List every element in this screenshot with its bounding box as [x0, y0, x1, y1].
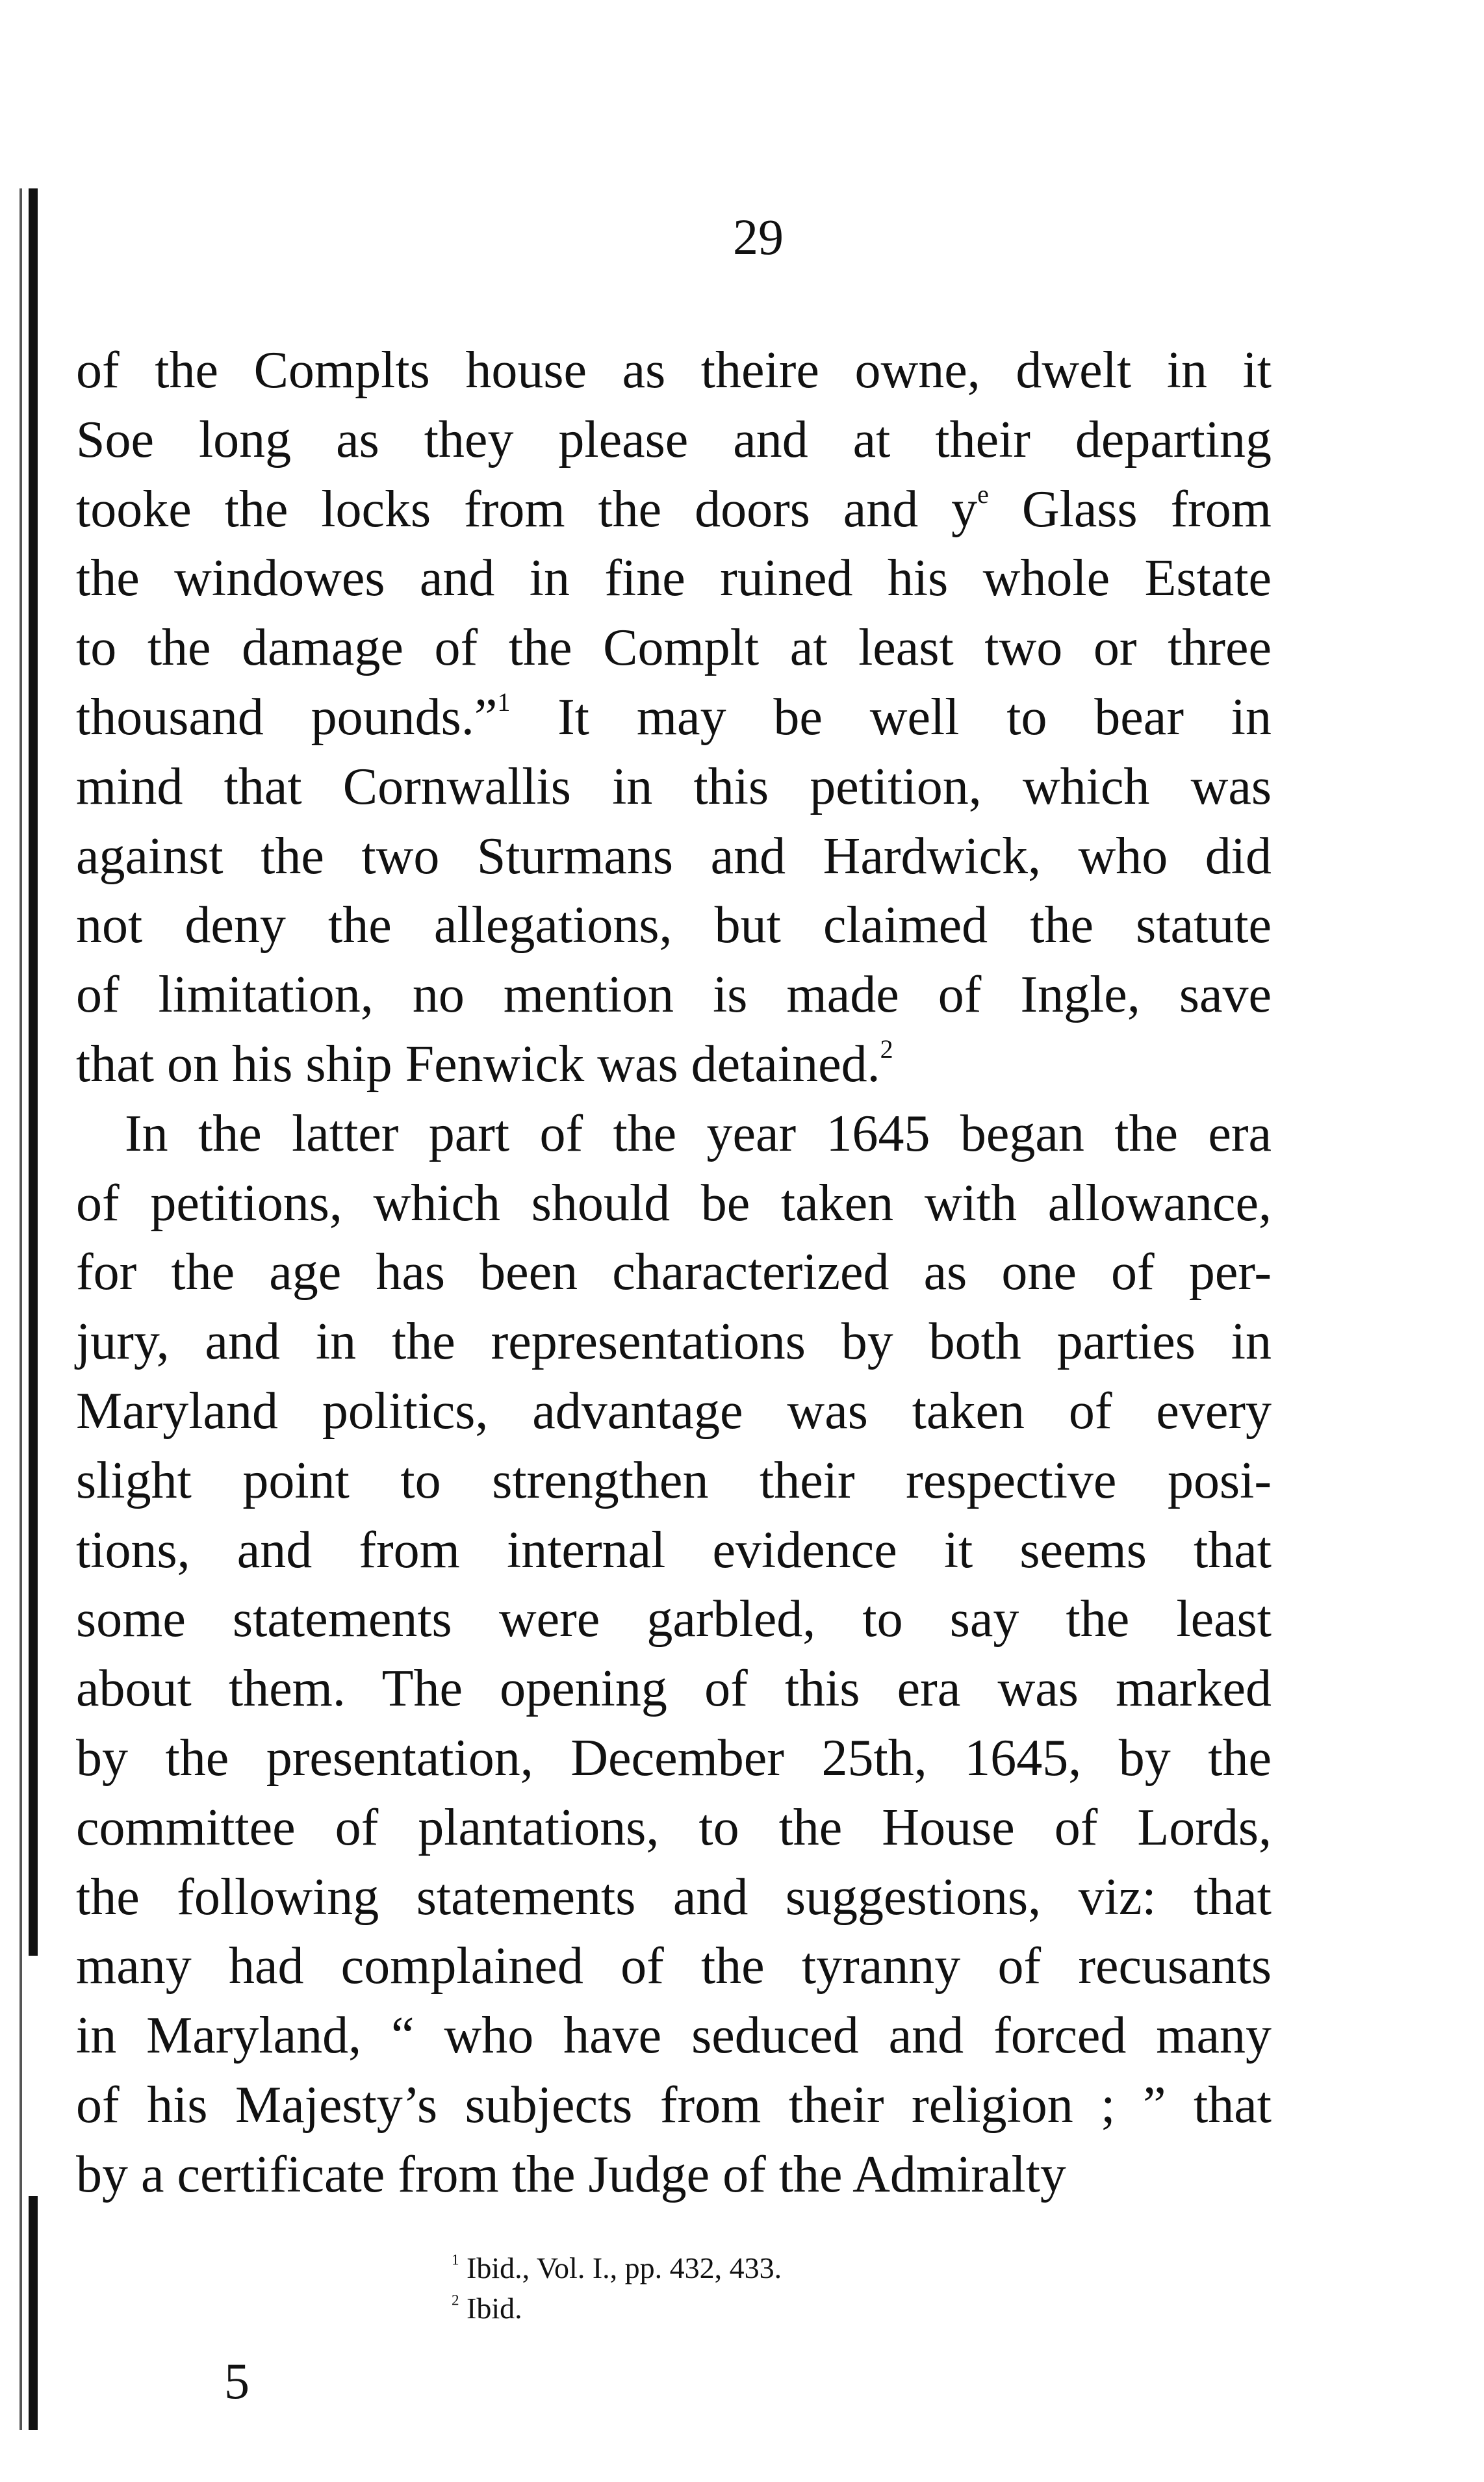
text-segment: In the latter part of the year 1645 began the era: [125, 1105, 1272, 1162]
text-line: [76, 1516, 1272, 1585]
footnote-1: [452, 2248, 782, 2288]
text-line: [76, 2001, 1272, 2071]
text-segment: mind that Cornwallis in this petition, which was: [76, 758, 1272, 815]
text-segment: not deny the allegations, but claimed the statute: [76, 897, 1272, 954]
footnote-text: Ibid., Vol. I., pp. 432, 433.: [459, 2251, 782, 2284]
text-line: [76, 2071, 1272, 2140]
text-line: [76, 1863, 1272, 1932]
text-segment: of limitation, no mention is made of Ingle, save: [76, 966, 1272, 1024]
signature-mark: 5: [224, 2353, 249, 2409]
text-line: [76, 960, 1272, 1030]
text-segment: Glass from: [988, 480, 1272, 538]
text-segment: committee of plantations, to the House of Lords,: [76, 1798, 1272, 1856]
superscript: 1: [497, 687, 511, 717]
text-segment: the windowes and in fine ruined his whole Estate: [76, 550, 1272, 608]
superscript: 2: [880, 1034, 893, 1064]
text-segment: many had complained of the tyranny of recusants: [76, 1938, 1272, 1995]
text-segment: tooke the locks from the doors and y: [76, 480, 978, 538]
body-text: [76, 336, 1272, 2210]
text-segment: the following statements and suggestions, viz: that: [76, 1868, 1272, 1926]
text-segment: It may be well to bear in: [510, 688, 1272, 746]
text-segment: by a certificate from the Judge of the Admiralty: [76, 2145, 1066, 2203]
text-line: [76, 1585, 1272, 1654]
text-segment: some statements were garbled, to say the least: [76, 1591, 1272, 1648]
text-line: [76, 683, 1272, 752]
text-line: [76, 1099, 1272, 1169]
text-segment: thousand pounds.”: [76, 688, 498, 746]
text-line: [76, 1030, 1272, 1099]
text-segment: against the two Sturmans and Hardwick, who did: [76, 827, 1272, 885]
text-line: [76, 1724, 1272, 1793]
text-line: [76, 544, 1272, 613]
text-line: [76, 822, 1272, 891]
binding-edge-lower: [29, 2196, 38, 2430]
text-line: [76, 405, 1272, 475]
text-line: [76, 1169, 1272, 1238]
text-segment: of the Complts house as theire owne, dwelt in it: [76, 342, 1272, 399]
binding-edge: [29, 188, 38, 1956]
footnotes: [452, 2248, 782, 2329]
text-segment: by the presentation, December 25th, 1645, by the: [76, 1729, 1272, 1787]
footnote-mark: 2: [452, 2292, 459, 2309]
text-line: [76, 752, 1272, 822]
text-segment: of his Majesty’s subjects from their religion ; ” that: [76, 2076, 1272, 2134]
text-line: [76, 1377, 1272, 1446]
footnote-text: Ibid.: [459, 2292, 522, 2325]
text-line: [76, 1446, 1272, 1516]
text-line: [76, 1238, 1272, 1307]
text-segment: Soe long as they please and at their departing: [76, 411, 1272, 468]
text-line: [76, 475, 1272, 544]
text-line: [76, 336, 1272, 405]
text-segment: slight point to strengthen their respective posi-: [76, 1452, 1272, 1509]
text-line: [76, 891, 1272, 960]
text-line: [76, 1793, 1272, 1863]
text-segment: Maryland politics, advantage was taken of every: [76, 1382, 1272, 1440]
text-segment: of petitions, which should be taken with allowance,: [76, 1174, 1272, 1232]
footnote-mark: 1: [452, 2251, 459, 2268]
text-segment: to the damage of the Complt at least two or three: [76, 619, 1272, 677]
text-segment: for the age has been characterized as one of per-: [76, 1244, 1272, 1301]
binding-edge-shadow: [19, 188, 22, 2430]
footnote-2: [452, 2288, 782, 2329]
text-line: [76, 2140, 1272, 2210]
text-line: [76, 1307, 1272, 1377]
text-line: [76, 613, 1272, 683]
text-segment: in Maryland, “ who have seduced and forced many: [76, 2007, 1272, 2065]
page-number: 29: [733, 209, 784, 265]
text-segment: that on his ship Fenwick was detained.: [76, 1035, 880, 1093]
text-segment: jury, and in the representations by both parties in: [76, 1313, 1272, 1371]
superscript: e: [977, 479, 989, 509]
text-line: [76, 1654, 1272, 1724]
text-segment: tions, and from internal evidence it seems that: [76, 1521, 1272, 1579]
text-segment: about them. The opening of this era was marked: [76, 1660, 1272, 1718]
text-line: [76, 1932, 1272, 2001]
